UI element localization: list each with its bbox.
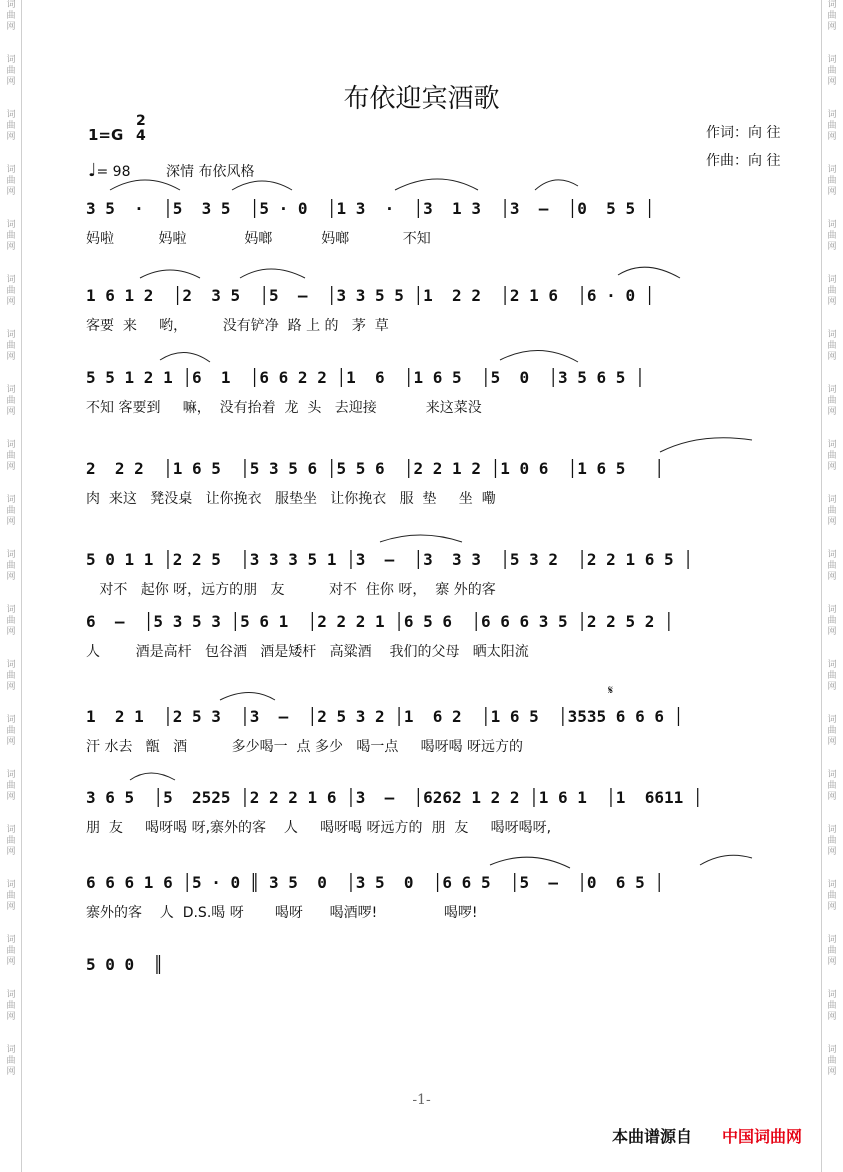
watermark-char: 曲: [6, 671, 16, 681]
watermark-char: 词: [827, 660, 837, 670]
slur: [380, 535, 462, 542]
score-row-2-lyrics: 客要 来 哟， 没有铲净 路 上 的 茅 草: [86, 318, 389, 334]
slur: [240, 269, 305, 278]
page-number: -1-: [412, 1092, 431, 1108]
watermark-char: 网: [6, 957, 16, 967]
watermark-char: 曲: [827, 286, 837, 296]
watermark-char: 网: [6, 1012, 16, 1022]
watermark-group: [2, 550, 20, 583]
watermark-char: 网: [6, 682, 16, 692]
watermark-char: 曲: [827, 726, 837, 736]
watermark-char: 网: [827, 517, 837, 527]
slur: [140, 270, 200, 278]
slur: [232, 181, 292, 190]
watermark-char: 曲: [6, 616, 16, 626]
watermark-char: 词: [827, 550, 837, 560]
watermark-group: [2, 880, 20, 913]
watermark-char: 词: [827, 275, 837, 285]
watermark-group: [823, 1045, 841, 1078]
watermark-char: 词: [827, 0, 837, 10]
watermark-group: [2, 825, 20, 858]
watermark-char: 曲: [827, 1001, 837, 1011]
watermark-char: 曲: [827, 506, 837, 516]
watermark-group: [2, 330, 20, 363]
watermark-char: 词: [6, 440, 16, 450]
watermark-group: [2, 495, 20, 528]
watermark-char: 曲: [827, 231, 837, 241]
watermark-char: 网: [827, 957, 837, 967]
watermark-char: 曲: [827, 836, 837, 846]
watermark-char: 网: [6, 792, 16, 802]
score-row-9-lyrics: 寨外的客 人 D.S.喝 呀 喝呀 喝酒啰! 喝啰!: [86, 905, 478, 921]
watermark-char: 词: [6, 715, 16, 725]
score-row-6-lyrics: 人 酒是高杆 包谷酒 酒是矮杆 高粱酒 我们的父母 晒太阳流: [86, 644, 529, 660]
watermark-char: 网: [6, 517, 16, 527]
left-border-line: [21, 0, 22, 1172]
watermark-char: 网: [827, 682, 837, 692]
watermark-char: 网: [827, 462, 837, 472]
watermark-char: 曲: [6, 1001, 16, 1011]
slur: [660, 438, 752, 452]
watermark-char: 词: [827, 990, 837, 1000]
score-row-4-lyrics: 肉 来这 凳没桌 让你挽衣 服垫坐 让你挽衣 服 垫 坐 嘞: [86, 491, 496, 507]
watermark-char: 网: [827, 77, 837, 87]
watermark-char: 网: [827, 792, 837, 802]
watermark-char: 词: [6, 770, 16, 780]
watermark-char: 词: [827, 825, 837, 835]
watermark-char: 曲: [6, 231, 16, 241]
watermark-char: 曲: [827, 561, 837, 571]
score-row-8-lyrics: 朋 友 喝呀喝 呀,寨外的客 人 喝呀喝 呀远方的 朋 友 喝呀喝呀,: [86, 820, 552, 836]
watermark-group: [2, 990, 20, 1023]
song-title: 布依迎宾酒歌: [343, 84, 500, 114]
watermark-group: [823, 385, 841, 418]
watermark-char: 曲: [6, 781, 16, 791]
watermark-group: [2, 715, 20, 748]
time-signature: [136, 114, 146, 144]
slur: [535, 180, 578, 190]
watermark-char: 词: [827, 770, 837, 780]
tempo-value: = 98: [96, 164, 131, 180]
watermark-char: 曲: [827, 616, 837, 626]
slur: [160, 352, 210, 362]
watermark-char: 曲: [6, 726, 16, 736]
watermark-char: 网: [6, 407, 16, 417]
watermark-group: [2, 660, 20, 693]
watermark-char: 曲: [827, 121, 837, 131]
watermark-char: 曲: [827, 396, 837, 406]
watermark-char: 网: [827, 627, 837, 637]
score-row-7-notes: 1 2 1 │2 5 3 │3 – │2 5 3 2 │1 6 2 │1 6 5 │3535 6 6 6 │: [86, 707, 684, 726]
watermark-char: 曲: [6, 1056, 16, 1066]
watermark-char: 网: [6, 462, 16, 472]
watermark-char: 词: [827, 220, 837, 230]
watermark-group: [823, 220, 841, 253]
watermark-char: 词: [6, 495, 16, 505]
watermark-char: 网: [6, 737, 16, 747]
watermark-char: 曲: [827, 946, 837, 956]
watermark-group: [823, 165, 841, 198]
composer-credit: 作曲：向 往: [706, 153, 781, 169]
watermark-char: 词: [827, 440, 837, 450]
watermark-char: 网: [827, 187, 837, 197]
watermark-char: 词: [827, 330, 837, 340]
performance-style: 深情 布依风格: [166, 164, 255, 180]
watermark-group: [2, 1045, 20, 1078]
watermark-char: 曲: [6, 341, 16, 351]
watermark-char: 曲: [6, 121, 16, 131]
site-name-link[interactable]: 中国词曲网: [722, 1127, 803, 1146]
watermark-char: 网: [827, 297, 837, 307]
score-row-6-notes: 6 – │5 3 5 3 │5 6 1 │2 2 2 1 │6 5 6 │6 6 6 3 5 │2 2 5 2 │: [86, 612, 674, 631]
watermark-char: 词: [6, 550, 16, 560]
watermark-char: 曲: [6, 286, 16, 296]
watermark-char: 词: [6, 935, 16, 945]
watermark-char: 网: [827, 22, 837, 32]
watermark-char: 网: [827, 352, 837, 362]
watermark-char: 网: [6, 132, 16, 142]
watermark-group: [2, 935, 20, 968]
watermark-char: 词: [6, 660, 16, 670]
watermark-char: 曲: [827, 66, 837, 76]
time-signature-bottom: 4: [136, 128, 146, 144]
watermark-char: 网: [827, 1067, 837, 1077]
watermark-group: [2, 440, 20, 473]
right-border-line: [821, 0, 822, 1172]
watermark-group: [823, 770, 841, 803]
watermark-char: 网: [827, 572, 837, 582]
watermark-group: [823, 935, 841, 968]
score-row-3-notes: 5 5 1 2 1 │6 1 │6 6 2 2 │1 6 │1 6 5 │5 0 │3 5 6 5 │: [86, 368, 645, 387]
watermark-char: 词: [827, 495, 837, 505]
watermark-group: [823, 990, 841, 1023]
watermark-char: 词: [6, 385, 16, 395]
watermark-char: 曲: [6, 561, 16, 571]
watermark-char: 曲: [6, 66, 16, 76]
watermark-char: 词: [827, 385, 837, 395]
watermark-group: [2, 165, 20, 198]
watermark-char: 曲: [6, 451, 16, 461]
watermark-char: 曲: [6, 891, 16, 901]
watermark-group: [823, 825, 841, 858]
watermark-group: [2, 275, 20, 308]
watermark-char: 词: [6, 990, 16, 1000]
watermark-group: [823, 440, 841, 473]
segno-sign: 𝄋: [608, 683, 614, 697]
watermark-char: 曲: [827, 781, 837, 791]
watermark-char: 词: [827, 55, 837, 65]
key-signature: 1=G: [88, 126, 124, 144]
watermark-char: 词: [6, 605, 16, 615]
watermark-char: 词: [827, 110, 837, 120]
watermark-char: 网: [6, 1067, 16, 1077]
watermark-char: 词: [827, 1045, 837, 1055]
score-row-7-lyrics: 汗 水去 甑 酒 多少喝一 点 多少 喝一点 喝呀喝 呀远方的: [86, 739, 524, 755]
watermark-char: 网: [6, 572, 16, 582]
watermark-group: [2, 0, 20, 33]
watermark-char: 词: [827, 605, 837, 615]
slur: [500, 350, 578, 362]
watermark-char: 词: [6, 275, 16, 285]
slur: [220, 693, 275, 701]
lyricist-credit: 作词：向 往: [706, 125, 781, 141]
score-row-10-notes: 5 0 0 ║: [86, 955, 164, 974]
watermark-char: 网: [827, 1012, 837, 1022]
watermark-char: 网: [6, 297, 16, 307]
watermark-char: 网: [827, 737, 837, 747]
watermark-char: 词: [827, 165, 837, 175]
watermark-char: 词: [827, 715, 837, 725]
time-signature-top: 2: [136, 113, 146, 129]
score-row-8-notes: 3 6 5 │5 2525 │2 2 2 1 6 │3 – │6262 1 2 2 │1 6 1 │1 6611 │: [86, 788, 703, 807]
watermark-char: 网: [6, 902, 16, 912]
right-watermark-strip: [823, 0, 841, 1172]
watermark-char: 曲: [6, 506, 16, 516]
watermark-char: 曲: [6, 396, 16, 406]
watermark-group: [823, 880, 841, 913]
watermark-group: [823, 715, 841, 748]
watermark-char: 网: [827, 407, 837, 417]
watermark-char: 词: [6, 55, 16, 65]
watermark-char: 网: [6, 187, 16, 197]
watermark-char: 曲: [827, 341, 837, 351]
watermark-group: [2, 220, 20, 253]
score-row-3-lyrics: 不知 客要到 嘛， 没有抬着 龙 头 去迎接 来这菜没: [86, 400, 482, 416]
watermark-char: 曲: [827, 176, 837, 186]
score-row-9-notes: 6 6 6 1 6 │5 · 0 ║ 3 5 0 │3 5 0 │6 6 5 │5 – │0 6 5 │: [86, 873, 664, 892]
watermark-char: 网: [6, 242, 16, 252]
watermark-char: 曲: [6, 836, 16, 846]
watermark-char: 网: [6, 352, 16, 362]
source-label: 本曲谱源自: [612, 1127, 693, 1146]
slur: [490, 857, 570, 868]
watermark-char: 词: [827, 880, 837, 890]
watermark-char: 曲: [6, 176, 16, 186]
slur: [700, 855, 752, 865]
watermark-group: [823, 550, 841, 583]
watermark-char: 曲: [6, 11, 16, 21]
slur: [110, 180, 180, 190]
watermark-char: 曲: [827, 11, 837, 21]
watermark-char: 网: [6, 847, 16, 857]
watermark-group: [823, 605, 841, 638]
watermark-group: [2, 385, 20, 418]
watermark-char: 曲: [827, 1056, 837, 1066]
tempo-marking: [88, 160, 131, 181]
watermark-char: 词: [6, 165, 16, 175]
watermark-char: 网: [6, 627, 16, 637]
score-row-5-lyrics: 对不 起你 呀，远方的朋 友 对不 住你 呀， 寨 外的客: [86, 582, 496, 598]
watermark-group: [823, 660, 841, 693]
watermark-char: 词: [6, 0, 16, 10]
watermark-char: 网: [827, 902, 837, 912]
watermark-char: 曲: [6, 946, 16, 956]
slur: [618, 267, 680, 278]
slur: [395, 179, 478, 190]
score-row-1-notes: 3 5 · │5 3 5 │5 · 0 │1 3 · │3 1 3 │3 – │0 5 5 │: [86, 199, 655, 218]
watermark-char: 网: [827, 847, 837, 857]
watermark-char: 网: [6, 77, 16, 87]
watermark-char: 网: [827, 132, 837, 142]
score-row-2-notes: 1 6 1 2 │2 3 5 │5 – │3 3 5 5 │1 2 2 │2 1 6 │6 · 0 │: [86, 286, 655, 305]
watermark-char: 词: [6, 330, 16, 340]
score-row-1-lyrics: 妈啦 妈啦 妈啷 妈啷 不知: [86, 231, 431, 247]
watermark-char: 词: [6, 880, 16, 890]
watermark-char: 词: [6, 220, 16, 230]
watermark-char: 网: [6, 22, 16, 32]
score-row-4-notes: 2 2 2 │1 6 5 │5 3 5 6 │5 5 6 │2 2 1 2 │1 0 6 │1 6 5 │: [86, 459, 664, 478]
watermark-group: [823, 330, 841, 363]
slur: [130, 773, 175, 780]
watermark-group: [2, 770, 20, 803]
watermark-char: 曲: [827, 891, 837, 901]
watermark-group: [823, 275, 841, 308]
score-row-5-notes: 5 0 1 1 │2 2 5 │3 3 3 5 1 │3 – │3 3 3 │5 3 2 │2 2 1 6 5 │: [86, 550, 693, 569]
watermark-char: 词: [6, 1045, 16, 1055]
watermark-char: 词: [6, 110, 16, 120]
watermark-char: 词: [6, 825, 16, 835]
watermark-group: [2, 605, 20, 638]
watermark-char: 曲: [827, 451, 837, 461]
watermark-group: [823, 495, 841, 528]
watermark-group: [823, 0, 841, 33]
watermark-char: 曲: [827, 671, 837, 681]
left-watermark-strip: [2, 0, 20, 1172]
watermark-char: 网: [827, 242, 837, 252]
watermark-char: 词: [827, 935, 837, 945]
quarter-note-icon: ♩: [88, 160, 97, 181]
